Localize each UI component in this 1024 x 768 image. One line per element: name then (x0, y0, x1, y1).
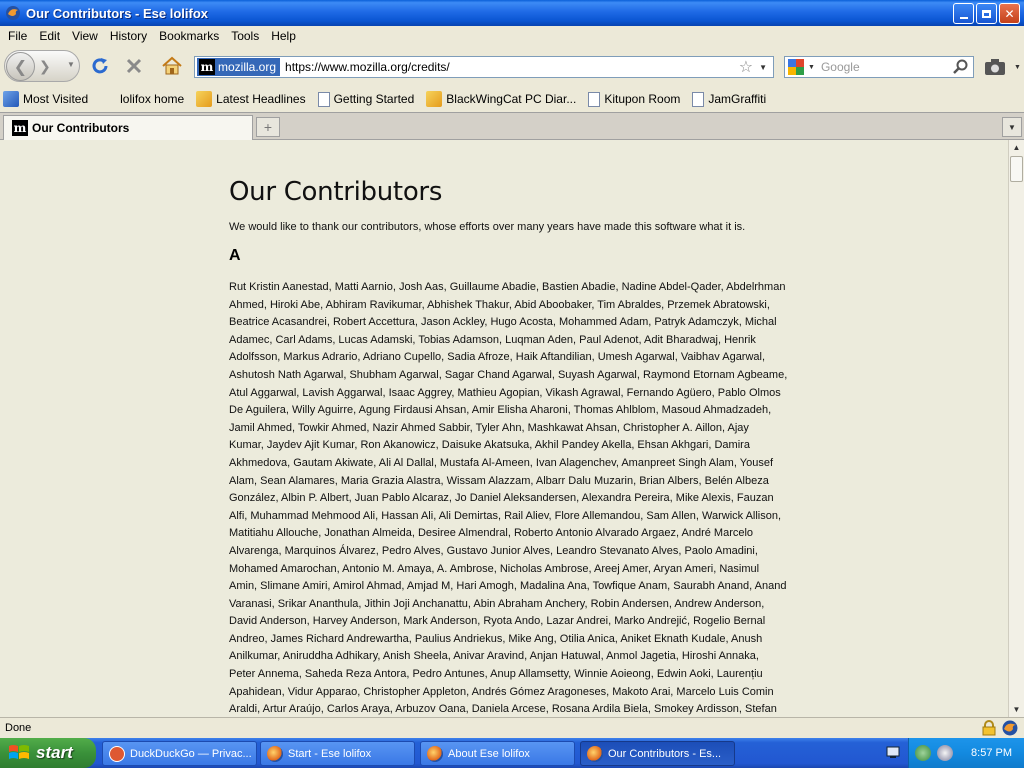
contributor-line: Andreo, James Richard Andrewartha, Paulius Andriekus, Mike Ang, Otilia Anica, Aniket Eknath Kudale, Anush (229, 632, 763, 645)
firefox-icon[interactable] (1002, 720, 1018, 736)
camera-dropdown-icon[interactable]: ▼ (1014, 64, 1021, 71)
contributor-line: Araldi, Artur Araújo, Carlos Araya, Arbuzov Oana, Daniela Arcese, Rosana Ardila Biela, Smokey Ardisson, Stefan (229, 703, 777, 716)
browser-icon (5, 5, 21, 21)
clock: 8:57 PM (971, 747, 1012, 759)
taskbar-item-label: Our Contributors - Es... (608, 747, 722, 760)
page-icon (588, 92, 600, 107)
contributor-line: Kumar, Jaydev Ajit Kumar, Ron Akanowicz, Daisuke Akatsuka, Akhil Pandey Akella, Ehsan Akhgari, Damira (229, 439, 750, 452)
contributor-line: Rut Kristin Aanestad, Matti Aarnio, Josh Aas, Guillaume Abadie, Bastien Abadie, Nadine Abdel-Qader, Abdelrhman (229, 281, 786, 293)
bookmark-label: lolifox home (120, 92, 185, 106)
contributor-line: Ashutosh Nath Agarwal, Shubham Agarwal, Sagar Chand Agarwal, Suyash Agarwal, Raymond Etornam Agbeame, (229, 368, 788, 381)
scroll-up-icon[interactable]: ▲ (1012, 143, 1021, 152)
search-input[interactable]: Google (820, 60, 860, 74)
contributor-line: Jamil Ahmed, Towkir Ahmed, Nazir Ahmed Sabbir, Tyler Ahn, Mashkawat Ahsan, Christopher A. Aillon, Ajay (229, 421, 749, 434)
contributor-line: David Anderson, Harvey Anderson, Mark Anderson, Ryota Ando, Lazar Andrei, Marko Andrejić, Rogelio Bernal (229, 615, 766, 628)
bookmark-label: Latest Headlines (216, 92, 306, 106)
security-icon[interactable] (937, 745, 953, 761)
menu-bookmarks[interactable]: Bookmarks (159, 29, 220, 43)
status-text: Done (5, 722, 32, 734)
bookmark-latest-headlines[interactable] (196, 91, 305, 107)
url-dropdown-icon[interactable]: ▼ (759, 62, 767, 72)
taskbar-item-about-lolifox[interactable] (420, 741, 575, 766)
taskbar-item-label: DuckDuckGo — Privac... (130, 747, 252, 760)
history-dropdown-icon[interactable]: ▼ (67, 60, 75, 69)
taskbar-item-start-lolifox[interactable] (260, 741, 415, 766)
windows-logo-icon (8, 743, 30, 763)
menu-file[interactable]: File (8, 29, 28, 43)
engine-dropdown-icon[interactable]: ▼ (808, 63, 815, 71)
mozilla-icon: m (13, 121, 27, 135)
contributor-line: Alam, Sean Alamares, Maria Grazia Alastra, Wissam Alazzam, Albarr Dalu Muzarin, Brian Albers, Belén Albeza (229, 474, 769, 487)
tab-label: Our Contributors (32, 121, 130, 135)
back-forward-group (4, 50, 80, 82)
tab-our-contributors[interactable] (3, 115, 253, 140)
minimize-button[interactable] (953, 3, 974, 24)
close-button[interactable] (999, 3, 1020, 24)
page-content (0, 140, 1008, 717)
url-input[interactable]: https://www.mozilla.org/credits/ (285, 60, 450, 74)
page-icon (692, 92, 704, 107)
bookmark-getting-started[interactable] (318, 92, 415, 107)
google-icon[interactable] (788, 59, 806, 75)
menu-tools[interactable]: Tools (231, 29, 260, 43)
taskbar (0, 738, 1024, 768)
reload-icon (90, 56, 110, 76)
bookmark-label: Kitupon Room (604, 92, 681, 106)
contributor-line: Mohamed Amarochan, Antonio M. Amaya, A. Ambrose, Nicholas Ambrose, Areej Amer, Aryan Ameri, Nasimul (229, 562, 760, 575)
browser-icon (267, 746, 283, 762)
bookmark-jamgraffiti[interactable] (692, 92, 766, 107)
contributor-line: Adolfsson, Markus Adrario, Adriano Cupello, Sadia Afroze, Haik Aftandilian, Umesh Agarwal, Vaibhav Agarwal, (229, 351, 766, 364)
tab-list-button[interactable] (1002, 117, 1022, 137)
site-identity-label: mozilla.org (218, 60, 277, 74)
site-identity-button[interactable] (197, 58, 280, 76)
search-bar[interactable] (784, 56, 974, 78)
taskbar-item-our-contributors[interactable] (580, 741, 735, 766)
close-icon: ✕ (1004, 6, 1015, 21)
browser-icon (587, 746, 603, 762)
desktop-toolbar-icon[interactable] (886, 745, 900, 759)
contributor-line: Ahmed, Hiroki Abe, Abhiram Ravikumar, Abhishek Thakur, Abid Aboobaker, Tim Abraldes, Przemek Abratowski, (229, 298, 770, 311)
menu-edit[interactable]: Edit (39, 29, 61, 43)
chevron-down-icon: ▼ (1008, 122, 1016, 132)
contributor-names (229, 279, 788, 717)
stop-button[interactable] (122, 54, 146, 78)
forward-arrow-icon: ❯ (39, 58, 51, 74)
back-arrow-icon: ❮ (13, 58, 28, 76)
minimize-icon (960, 17, 968, 19)
status-bar (0, 717, 1024, 738)
contributor-line: Beatrice Acasandrei, Robert Accettura, Jason Ackley, Hugo Acosta, Mohammed Adam, Patryk Adamczyk, Michal (229, 316, 777, 329)
credits-page (229, 177, 788, 717)
rss-icon (196, 91, 212, 107)
bookmark-most-visited[interactable] (3, 91, 88, 107)
page-title: Our Contributors (229, 177, 443, 207)
reload-button[interactable] (88, 54, 112, 78)
contributor-line: Peter Annema, Saheda Reza Antora, Pedro Antunes, Anup Allamsetty, Winnie Aoieong, Edwin Aoki, Laurențiu (229, 668, 763, 681)
section-letter: A (229, 247, 241, 264)
menubar (0, 26, 1024, 46)
rss-icon (426, 91, 442, 107)
contributor-line: Alfi, Muhammad Mehmood Ali, Hassan Ali, Ali Demirtas, Rail Aliev, Flore Allemandou, Sam Allen, Warwick Allison, (229, 509, 782, 522)
bookmark-kitupon-room[interactable] (588, 92, 680, 107)
back-button[interactable] (6, 52, 35, 81)
taskbar-item-label: About Ese lolifox (448, 747, 530, 760)
menu-view[interactable]: View (72, 29, 98, 43)
stop-icon (125, 57, 143, 75)
url-bar[interactable] (194, 56, 774, 78)
contributor-line: Adamec, Carl Adams, Lucas Adamski, Tobias Adamson, Luqman Aden, Paul Adenot, Adit Bharadwaj, Henrik (229, 333, 756, 346)
bookmark-label: Getting Started (333, 92, 415, 106)
start-button[interactable] (0, 738, 96, 768)
taskbar-item-duckduckgo[interactable] (102, 741, 257, 766)
contributor-line: Atul Aggarwal, Lavish Aggarwal, Isaac Aggrey, Mathieu Agopian, Vikash Agrawal, Fernando Agüero, Pablo Olmos (229, 386, 781, 399)
contributor-line: Apahidean, Vidur Apparao, Christopher Appleton, Andrés Gómez Aragoneses, Makoto Arai, Marcelo Luis Comin (229, 685, 774, 698)
taskbar-item-label: Start - Ese lolifox (288, 747, 372, 760)
bookmarks-toolbar (0, 86, 1024, 112)
contributor-line: Alvarenga, Marquinos Álvarez, Pedro Alves, Gustavo Junior Alves, Leandro Stevanato Alves, Paolo Amadini, (229, 544, 758, 557)
scroll-down-icon[interactable]: ▼ (1012, 705, 1021, 714)
bookmark-blackwingcat[interactable] (426, 91, 576, 107)
contributor-line: Anilkumar, Aniruddha Adhikary, Anish Sheela, Anivar Aravind, Anjan Hatuwal, Anmol Jagetia, Hiroshi Annaka, (229, 650, 759, 663)
lock-icon[interactable] (982, 720, 996, 736)
intro-text: We would like to thank our contributors, whose efforts over many years have made this software what it is. (229, 221, 746, 233)
home-icon (161, 56, 183, 76)
plus-icon: + (263, 119, 273, 135)
contributor-line: Akhmedova, Gautam Akiwate, Ali Al Dallal, Mustafa Al-Ameen, Ivan Alagenchev, Amanpreet Singh Alam, Yousef (229, 456, 773, 469)
camera-icon[interactable] (984, 58, 1006, 76)
start-label: start (36, 743, 73, 762)
maximize-button[interactable] (976, 3, 997, 24)
bookmark-star-icon[interactable]: ☆ (738, 59, 754, 76)
menu-help[interactable]: Help (271, 29, 296, 43)
mozilla-icon: m (200, 60, 214, 74)
window-title: Our Contributors - Ese lolifox (26, 5, 209, 21)
vertical-scrollbar[interactable] (1008, 140, 1024, 717)
lolifox-icon (100, 91, 116, 107)
contributor-line: Amin, Slimane Amiri, Amirol Ahmad, Amjad M, Hari Amogh, Madalina Ana, Towfique Anam, Saurabh Anand, Anand (229, 580, 787, 593)
duckduckgo-icon (109, 746, 125, 762)
menu-history[interactable]: History (109, 29, 148, 43)
most-visited-icon (3, 91, 19, 107)
network-icon[interactable] (915, 745, 931, 761)
contributor-line: De Aguilera, Willy Aguirre, Agung Firdausi Ahsan, Amir Elisha Aharoni, Thomas Ahlblom, Masoud Ahmadzadeh, (229, 404, 772, 417)
bookmark-label: BlackWingCat PC Diar... (446, 92, 577, 106)
forward-button[interactable] (39, 58, 51, 75)
search-icon[interactable] (953, 59, 969, 75)
home-button[interactable] (160, 54, 184, 78)
window-titlebar[interactable] (0, 0, 1024, 26)
restore-icon (982, 10, 991, 18)
new-tab-button[interactable] (256, 117, 280, 137)
system-tray (908, 738, 1024, 768)
contributor-line: Varanasi, Srikar Ananthula, Jithin Joji Anchanattu, Abin Abraham Anchery, Robin Andersen, Andrew Anderson, (229, 597, 765, 610)
bookmark-label: Most Visited (23, 92, 89, 106)
contributor-line: Matitiahu Allouche, Jonathan Almeida, Desiree Almendral, Roberto Antonio Alvarado Argaez, André Marcelo (229, 527, 754, 540)
bookmark-lolifox-home[interactable] (100, 91, 184, 107)
browser-icon (427, 746, 443, 762)
navigation-toolbar (0, 46, 1024, 86)
contributor-line: González, Albin P. Albert, Juan Pablo Alcaraz, Jo Daniel Aleksandersen, Alexandra Pereira, Mike Alexis, Fauzan (229, 492, 774, 505)
tab-strip (0, 112, 1024, 140)
bookmark-label: JamGraffiti (708, 92, 767, 106)
scroll-thumb[interactable] (1010, 156, 1023, 182)
page-icon (318, 92, 330, 107)
